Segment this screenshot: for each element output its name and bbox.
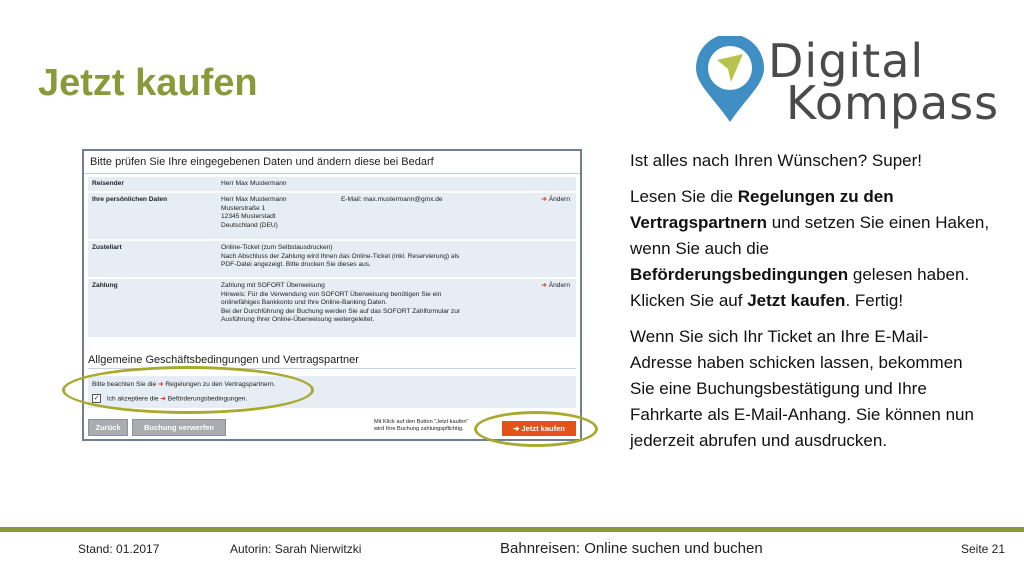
arrow-icon: ➔ — [541, 196, 547, 203]
buy-note-line: wird Ihre Buchung zahlungspflichtig. — [374, 426, 464, 432]
location-pin-icon — [690, 36, 770, 126]
arrow-icon: ➔ — [513, 424, 520, 433]
instruction-paragraph: Lesen Sie die Regelungen zu den Vertragspartnern und setzen Sie einen Haken, wenn Sie auch die Beförderungsbedingungen gelesen haben. Klicken Sie auf Jetzt kaufen. Fertig! — [630, 187, 990, 310]
buy-highlight-ring — [474, 411, 598, 447]
contract-partners-link[interactable]: Regelungen zu den Vertragspartnern. — [165, 381, 276, 388]
section-label: Reisender — [92, 180, 124, 187]
terms-highlight-ring — [62, 366, 314, 414]
value-line: Musterstraße 1 — [221, 204, 266, 212]
footer-title: Bahnreisen: Online suchen und buchen — [500, 540, 763, 557]
discard-booking-button[interactable]: Buchung verwerfen — [132, 419, 226, 436]
arrow-icon: ➔ — [541, 282, 547, 289]
value-line: PDF-Datei angezeigt. Bitte drucken Sie dieses aus. — [221, 261, 371, 269]
buy-note-line: Mit Klick auf den Button "Jetzt kaufen" — [374, 419, 469, 425]
logo-text-digital: Digital — [768, 34, 925, 88]
value-line: Herr Max Mustermann — [221, 196, 287, 203]
email-value: E-Mail: max.mustermann@gmx.de — [341, 196, 443, 203]
instruction-paragraph: Ist alles nach Ihren Wünschen? Super! — [630, 151, 922, 170]
footer-author: Autorin: Sarah Nierwitzki — [230, 542, 362, 556]
change-label: Ändern — [548, 282, 570, 289]
value-line: 12345 Musterstadt — [221, 213, 276, 221]
section-delivery — [88, 241, 576, 277]
terms-note-text: Bitte beachten Sie die — [92, 381, 157, 388]
arrow-icon: ➔ — [158, 381, 164, 388]
back-button[interactable]: Zurück — [88, 419, 128, 436]
buy-now-label: Jetzt kaufen — [521, 424, 565, 433]
section-value: Herr Max Mustermann — [221, 180, 287, 187]
page-title: Jetzt kaufen — [38, 62, 258, 104]
arrow-icon: ➔ — [160, 395, 166, 403]
change-label: Ändern — [548, 196, 570, 203]
change-payment-link[interactable] — [541, 282, 570, 291]
value-line: Deutschland (DEU) — [221, 221, 278, 229]
value-line: Ausführung Ihrer Online-Überweisung weitergeleitet. — [221, 316, 375, 324]
section-traveler — [88, 177, 576, 191]
value-line: Bei der Durchführung der Buchung werden Sie auf das SOFORT Zahlformular zur — [221, 307, 461, 315]
section-value — [221, 282, 491, 325]
section-personal-data — [88, 193, 576, 239]
transport-conditions-link[interactable]: Beförderungsbedingungen. — [167, 395, 248, 403]
instructions-text — [630, 148, 990, 464]
value-line: Hinweis: Für die Verwendung von SOFORT Überweisung benötigen Sie ein — [221, 290, 442, 298]
section-value — [221, 244, 491, 270]
section-label: Zustellart — [92, 244, 122, 251]
footer-divider — [0, 527, 1024, 532]
digital-kompass-logo — [690, 34, 1000, 132]
section-label: Zahlung — [92, 282, 118, 289]
accept-checkbox[interactable]: ✓ — [93, 395, 100, 402]
section-payment — [88, 279, 576, 337]
accept-text: Ich akzeptiere die — [106, 395, 159, 403]
logo-text-kompass: Kompass — [786, 76, 1000, 130]
section-label: Ihre persönlichen Daten — [92, 196, 168, 203]
instruction-paragraph: Wenn Sie sich Ihr Ticket an Ihre E-Mail-Adresse haben schicken lassen, bekommen Sie eine Buchungsbestätigung und Ihre Fahrkarte als E-Mail-Anhang. Sie können nun jederzeit abrufen und ausdrucken. — [630, 327, 974, 450]
value-line: onlinefähiges Bankkonto und Ihre Online-Banking Daten. — [221, 299, 388, 307]
value-line: Online-Ticket (zum Selbstausdrucken) — [221, 244, 333, 251]
footer-date: Stand: 01.2017 — [78, 542, 160, 556]
value-line: Nach Abschluss der Zahlung wird Ihnen das Online-Ticket (inkl. Reservierung) als — [221, 252, 460, 260]
footer-page-number: Seite 21 — [961, 542, 1006, 556]
change-personal-link[interactable] — [541, 196, 570, 205]
value-line: Zahlung mit SOFORT Überweisung — [221, 282, 325, 289]
terms-heading: Allgemeine Geschäftsbedingungen und Vertragspartner — [88, 354, 359, 366]
review-heading: Bitte prüfen Sie Ihre eingegebenen Daten und ändern diese bei Bedarf — [84, 151, 580, 174]
